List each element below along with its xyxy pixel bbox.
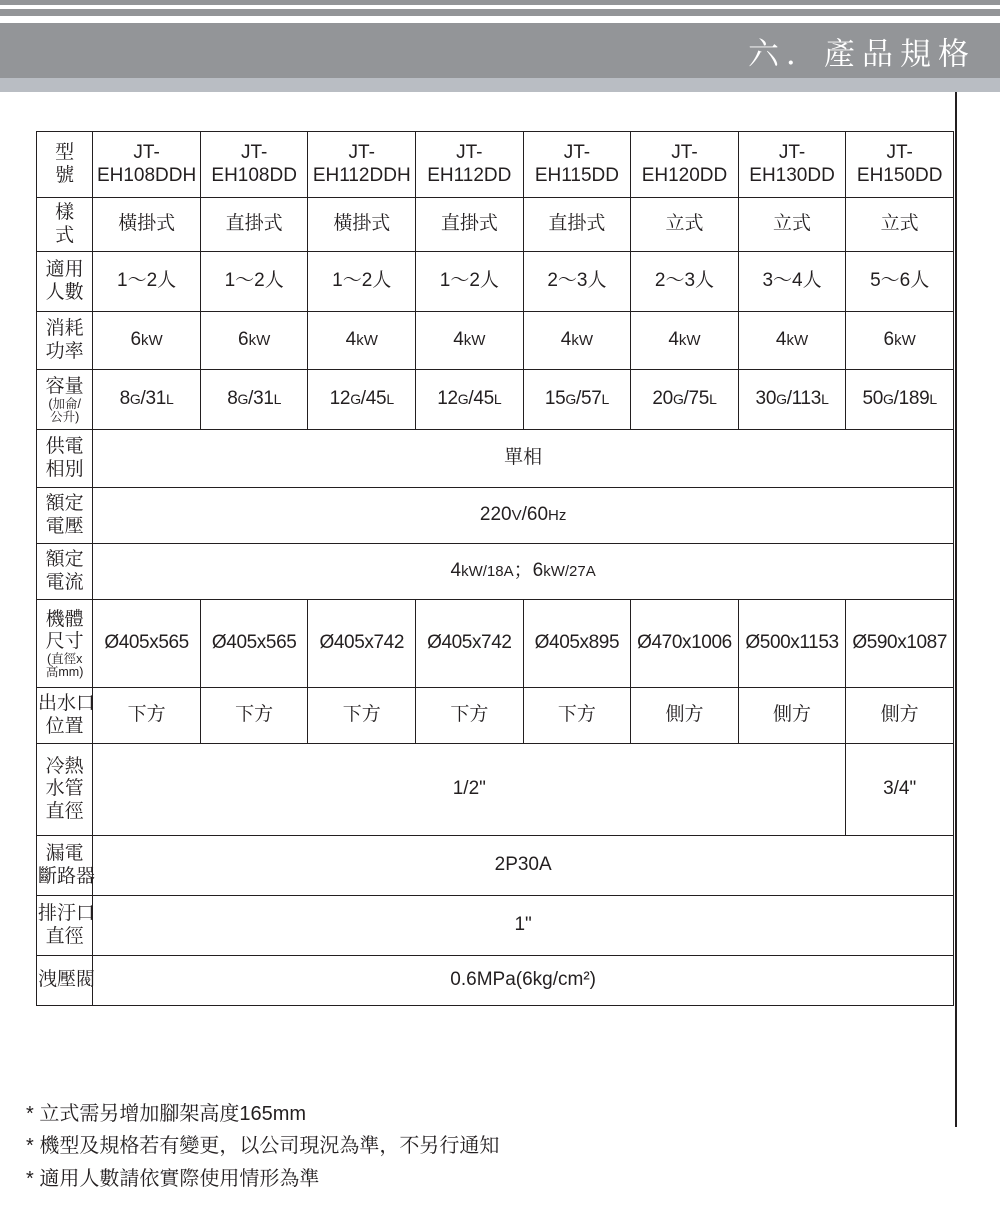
cell-people-4: 1～2人 xyxy=(416,252,524,312)
cell-dimension-1: Ø405x565 xyxy=(93,600,201,688)
page-header xyxy=(0,0,1000,92)
cell-pipe-last: 3/4" xyxy=(846,744,954,836)
cell-people-8: 5～6人 xyxy=(846,252,954,312)
header-rule-gap-second xyxy=(0,16,1000,23)
cell-capacity-1: 8G/31L xyxy=(93,370,201,430)
page-right-rule xyxy=(955,92,957,1127)
cell-outlet-7: 側方 xyxy=(738,688,846,744)
cell-dimension-7: Ø500x1153 xyxy=(738,600,846,688)
cell-style-5: 直掛式 xyxy=(523,198,631,252)
cell-style-4: 直掛式 xyxy=(416,198,524,252)
footnote-1: * 立式需另增加腳架高度165mm xyxy=(26,1103,307,1125)
footnote-3: * 適用人數請依實際使用情形為準 xyxy=(26,1167,320,1190)
row-label-model: 型 號 xyxy=(37,132,93,198)
cell-breaker-value: 2P30A xyxy=(93,836,954,896)
cell-voltage-value: 220V/60Hz xyxy=(93,488,954,544)
cell-people-1: 1～2人 xyxy=(93,252,201,312)
cell-model-2: JT- EH108DD xyxy=(200,132,308,198)
cell-outlet-2: 下方 xyxy=(200,688,308,744)
row-label-breaker: 漏電 斷路器 xyxy=(37,836,93,896)
cell-style-1: 橫掛式 xyxy=(93,198,201,252)
table-row-style xyxy=(37,198,954,252)
cell-capacity-6: 20G/75L xyxy=(631,370,739,430)
row-label-pipe-diameter: 冷熱 水管 直徑 xyxy=(37,744,93,836)
table-row-breaker xyxy=(37,836,954,896)
table-row-drain xyxy=(37,896,954,956)
cell-dimension-2: Ø405x565 xyxy=(200,600,308,688)
cell-power-6: 4kW xyxy=(631,312,739,370)
cell-relief-valve-value: 0.6MPa(6kg/cm²) xyxy=(93,956,954,1006)
cell-people-3: 1～2人 xyxy=(308,252,416,312)
row-label-phase: 供電 相別 xyxy=(37,430,93,488)
cell-capacity-3: 12G/45L xyxy=(308,370,416,430)
cell-dimension-3: Ø405x742 xyxy=(308,600,416,688)
table-row-people xyxy=(37,252,954,312)
cell-phase-value: 單相 xyxy=(93,430,954,488)
table-row-capacity xyxy=(37,370,954,430)
cell-capacity-5: 15G/57L xyxy=(523,370,631,430)
cell-outlet-8: 側方 xyxy=(846,688,954,744)
cell-outlet-5: 下方 xyxy=(523,688,631,744)
cell-power-7: 4kW xyxy=(738,312,846,370)
cell-outlet-1: 下方 xyxy=(93,688,201,744)
cell-style-8: 立式 xyxy=(846,198,954,252)
cell-power-5: 4kW xyxy=(523,312,631,370)
table-row-dimension xyxy=(37,600,954,688)
cell-model-3: JT- EH112DDH xyxy=(308,132,416,198)
table-row-power xyxy=(37,312,954,370)
cell-outlet-6: 側方 xyxy=(631,688,739,744)
table-row-pipe-diameter xyxy=(37,744,954,836)
cell-capacity-8: 50G/189L xyxy=(846,370,954,430)
row-label-drain: 排汙口 直徑 xyxy=(37,896,93,956)
row-label-current: 額定 電流 xyxy=(37,544,93,600)
cell-power-8: 6kW xyxy=(846,312,954,370)
cell-power-2: 6kW xyxy=(200,312,308,370)
cell-people-7: 3～4人 xyxy=(738,252,846,312)
row-label-dimension: 機體 尺寸 (直徑x 高mm) xyxy=(37,600,93,688)
row-label-capacity: 容量 (加侖/ 公升) xyxy=(37,370,93,430)
cell-people-2: 1～2人 xyxy=(200,252,308,312)
cell-outlet-4: 下方 xyxy=(416,688,524,744)
cell-dimension-8: Ø590x1087 xyxy=(846,600,954,688)
table-row-voltage xyxy=(37,488,954,544)
table-row-current xyxy=(37,544,954,600)
cell-current-value: 4kW/18A；6kW/27A xyxy=(93,544,954,600)
page-title: 六．產品規格 xyxy=(748,36,976,71)
cell-model-6: JT- EH120DD xyxy=(631,132,739,198)
cell-people-6: 2～3人 xyxy=(631,252,739,312)
table-row-outlet xyxy=(37,688,954,744)
cell-model-1: JT- EH108DDH xyxy=(93,132,201,198)
specification-table xyxy=(36,131,954,1006)
cell-model-7: JT- EH130DD xyxy=(738,132,846,198)
cell-people-5: 2～3人 xyxy=(523,252,631,312)
cell-power-1: 6kW xyxy=(93,312,201,370)
row-label-relief-valve: 洩壓閥 xyxy=(37,956,93,1006)
table-row-model xyxy=(37,132,954,198)
section-banner xyxy=(0,23,1000,78)
footnotes xyxy=(26,1098,926,1195)
cell-capacity-2: 8G/31L xyxy=(200,370,308,430)
cell-model-8: JT- EH150DD xyxy=(846,132,954,198)
table-row-relief-valve xyxy=(37,956,954,1006)
cell-model-5: JT- EH115DD xyxy=(523,132,631,198)
cell-dimension-5: Ø405x895 xyxy=(523,600,631,688)
cell-model-4: JT- EH112DD xyxy=(416,132,524,198)
banner-underbar xyxy=(0,78,1000,92)
row-label-outlet: 出水口 位置 xyxy=(37,688,93,744)
cell-dimension-4: Ø405x742 xyxy=(416,600,524,688)
cell-power-3: 4kW xyxy=(308,312,416,370)
cell-capacity-7: 30G/113L xyxy=(738,370,846,430)
cell-drain-value: 1" xyxy=(93,896,954,956)
cell-outlet-3: 下方 xyxy=(308,688,416,744)
cell-pipe-main: 1/2" xyxy=(93,744,846,836)
footnote-2: * 機型及規格若有變更，以公司現況為準，不另行通知 xyxy=(26,1135,500,1158)
cell-dimension-6: Ø470x1006 xyxy=(631,600,739,688)
cell-style-2: 直掛式 xyxy=(200,198,308,252)
row-label-voltage: 額定 電壓 xyxy=(37,488,93,544)
table-row-phase xyxy=(37,430,954,488)
row-label-power: 消耗 功率 xyxy=(37,312,93,370)
header-rule-second xyxy=(0,9,1000,16)
row-label-people: 適用 人數 xyxy=(37,252,93,312)
cell-style-3: 橫掛式 xyxy=(308,198,416,252)
row-label-style: 樣 式 xyxy=(37,198,93,252)
cell-capacity-4: 12G/45L xyxy=(416,370,524,430)
cell-style-6: 立式 xyxy=(631,198,739,252)
cell-style-7: 立式 xyxy=(738,198,846,252)
spec-table-wrap xyxy=(36,131,954,1006)
cell-power-4: 4kW xyxy=(416,312,524,370)
